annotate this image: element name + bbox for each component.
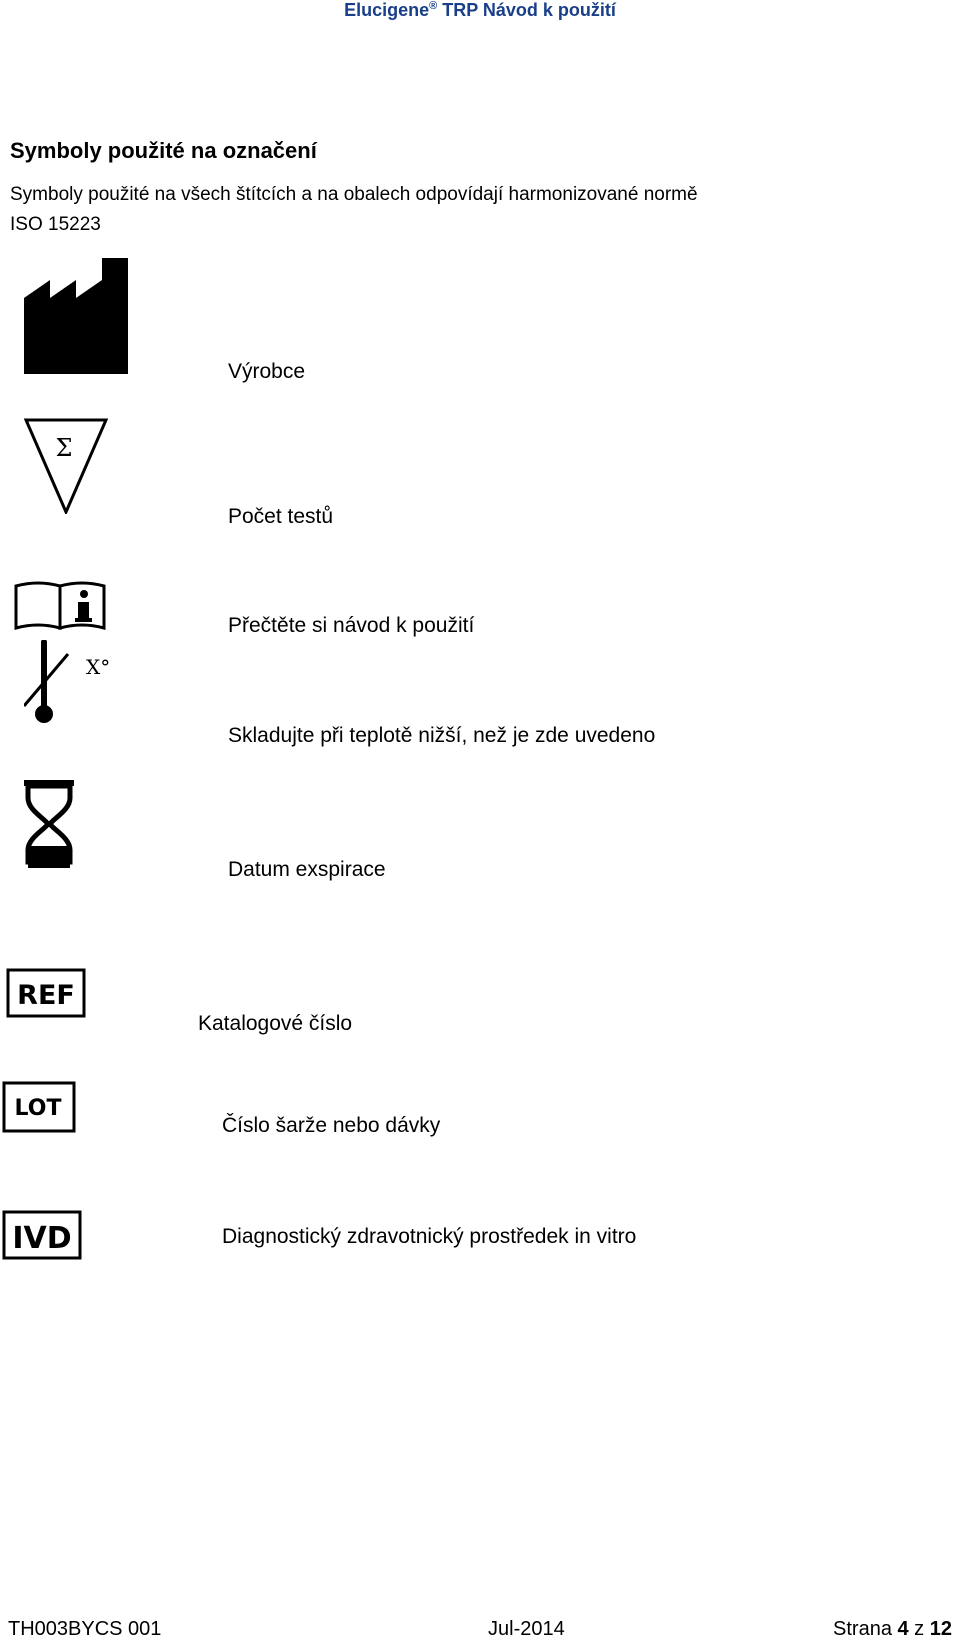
brand-name: Elucigene	[344, 0, 430, 20]
intro-paragraph	[10, 180, 910, 240]
footer-doc-code: TH003BYCS 001	[8, 1618, 162, 1640]
section-heading: Symboly použité na označení	[10, 138, 317, 163]
temperature-limit-glyph: X°	[86, 655, 111, 679]
registered-mark: ®	[429, 0, 438, 12]
intro-line-2: ISO 15223	[10, 214, 101, 235]
hourglass-icon	[24, 780, 76, 868]
book-info-icon	[14, 580, 108, 632]
label-storage-temperature: Skladujte při teplotě nižší, než je zde uvedeno	[228, 724, 656, 747]
ref-box-icon	[6, 968, 86, 1018]
ref-text: REF	[17, 980, 75, 1011]
label-ivd-device: Diagnostický zdravotnický prostředek in vitro	[222, 1225, 637, 1248]
intro-line-1: Symboly použité na všech štítcích a na obalech odpovídají harmonizované normě	[10, 184, 698, 205]
page-total: 12	[929, 1618, 952, 1640]
label-manufacturer: Výrobce	[228, 360, 306, 383]
label-catalog-number: Katalogové číslo	[198, 1012, 353, 1035]
header-title-rest: TRP Návod k použití	[437, 0, 616, 20]
ivd-box-icon	[2, 1210, 82, 1260]
label-expiry-date: Datum exspirace	[228, 858, 386, 881]
sigma-glyph: Σ	[55, 434, 73, 462]
page-current: 4	[897, 1618, 909, 1640]
label-test-count: Počet testů	[228, 505, 334, 528]
label-read-instructions: Přečtěte si návod k použití	[228, 614, 475, 637]
label-lot-number: Číslo šarže nebo dávky	[222, 1114, 441, 1137]
sigma-triangle-icon	[24, 418, 108, 514]
document-header	[0, 0, 960, 21]
footer-date: Jul-2014	[488, 1618, 565, 1640]
footer-page-number	[833, 1618, 952, 1641]
lot-box-icon	[2, 1081, 76, 1133]
thermometer-icon	[24, 640, 120, 726]
info-glyph: i	[14, 580, 15, 581]
page-sep: z	[908, 1618, 930, 1640]
manufacturer-icon	[24, 258, 130, 374]
lot-text: LOT	[14, 1096, 62, 1121]
ivd-text: IVD	[12, 1221, 72, 1256]
page-prefix: Strana	[833, 1618, 898, 1640]
